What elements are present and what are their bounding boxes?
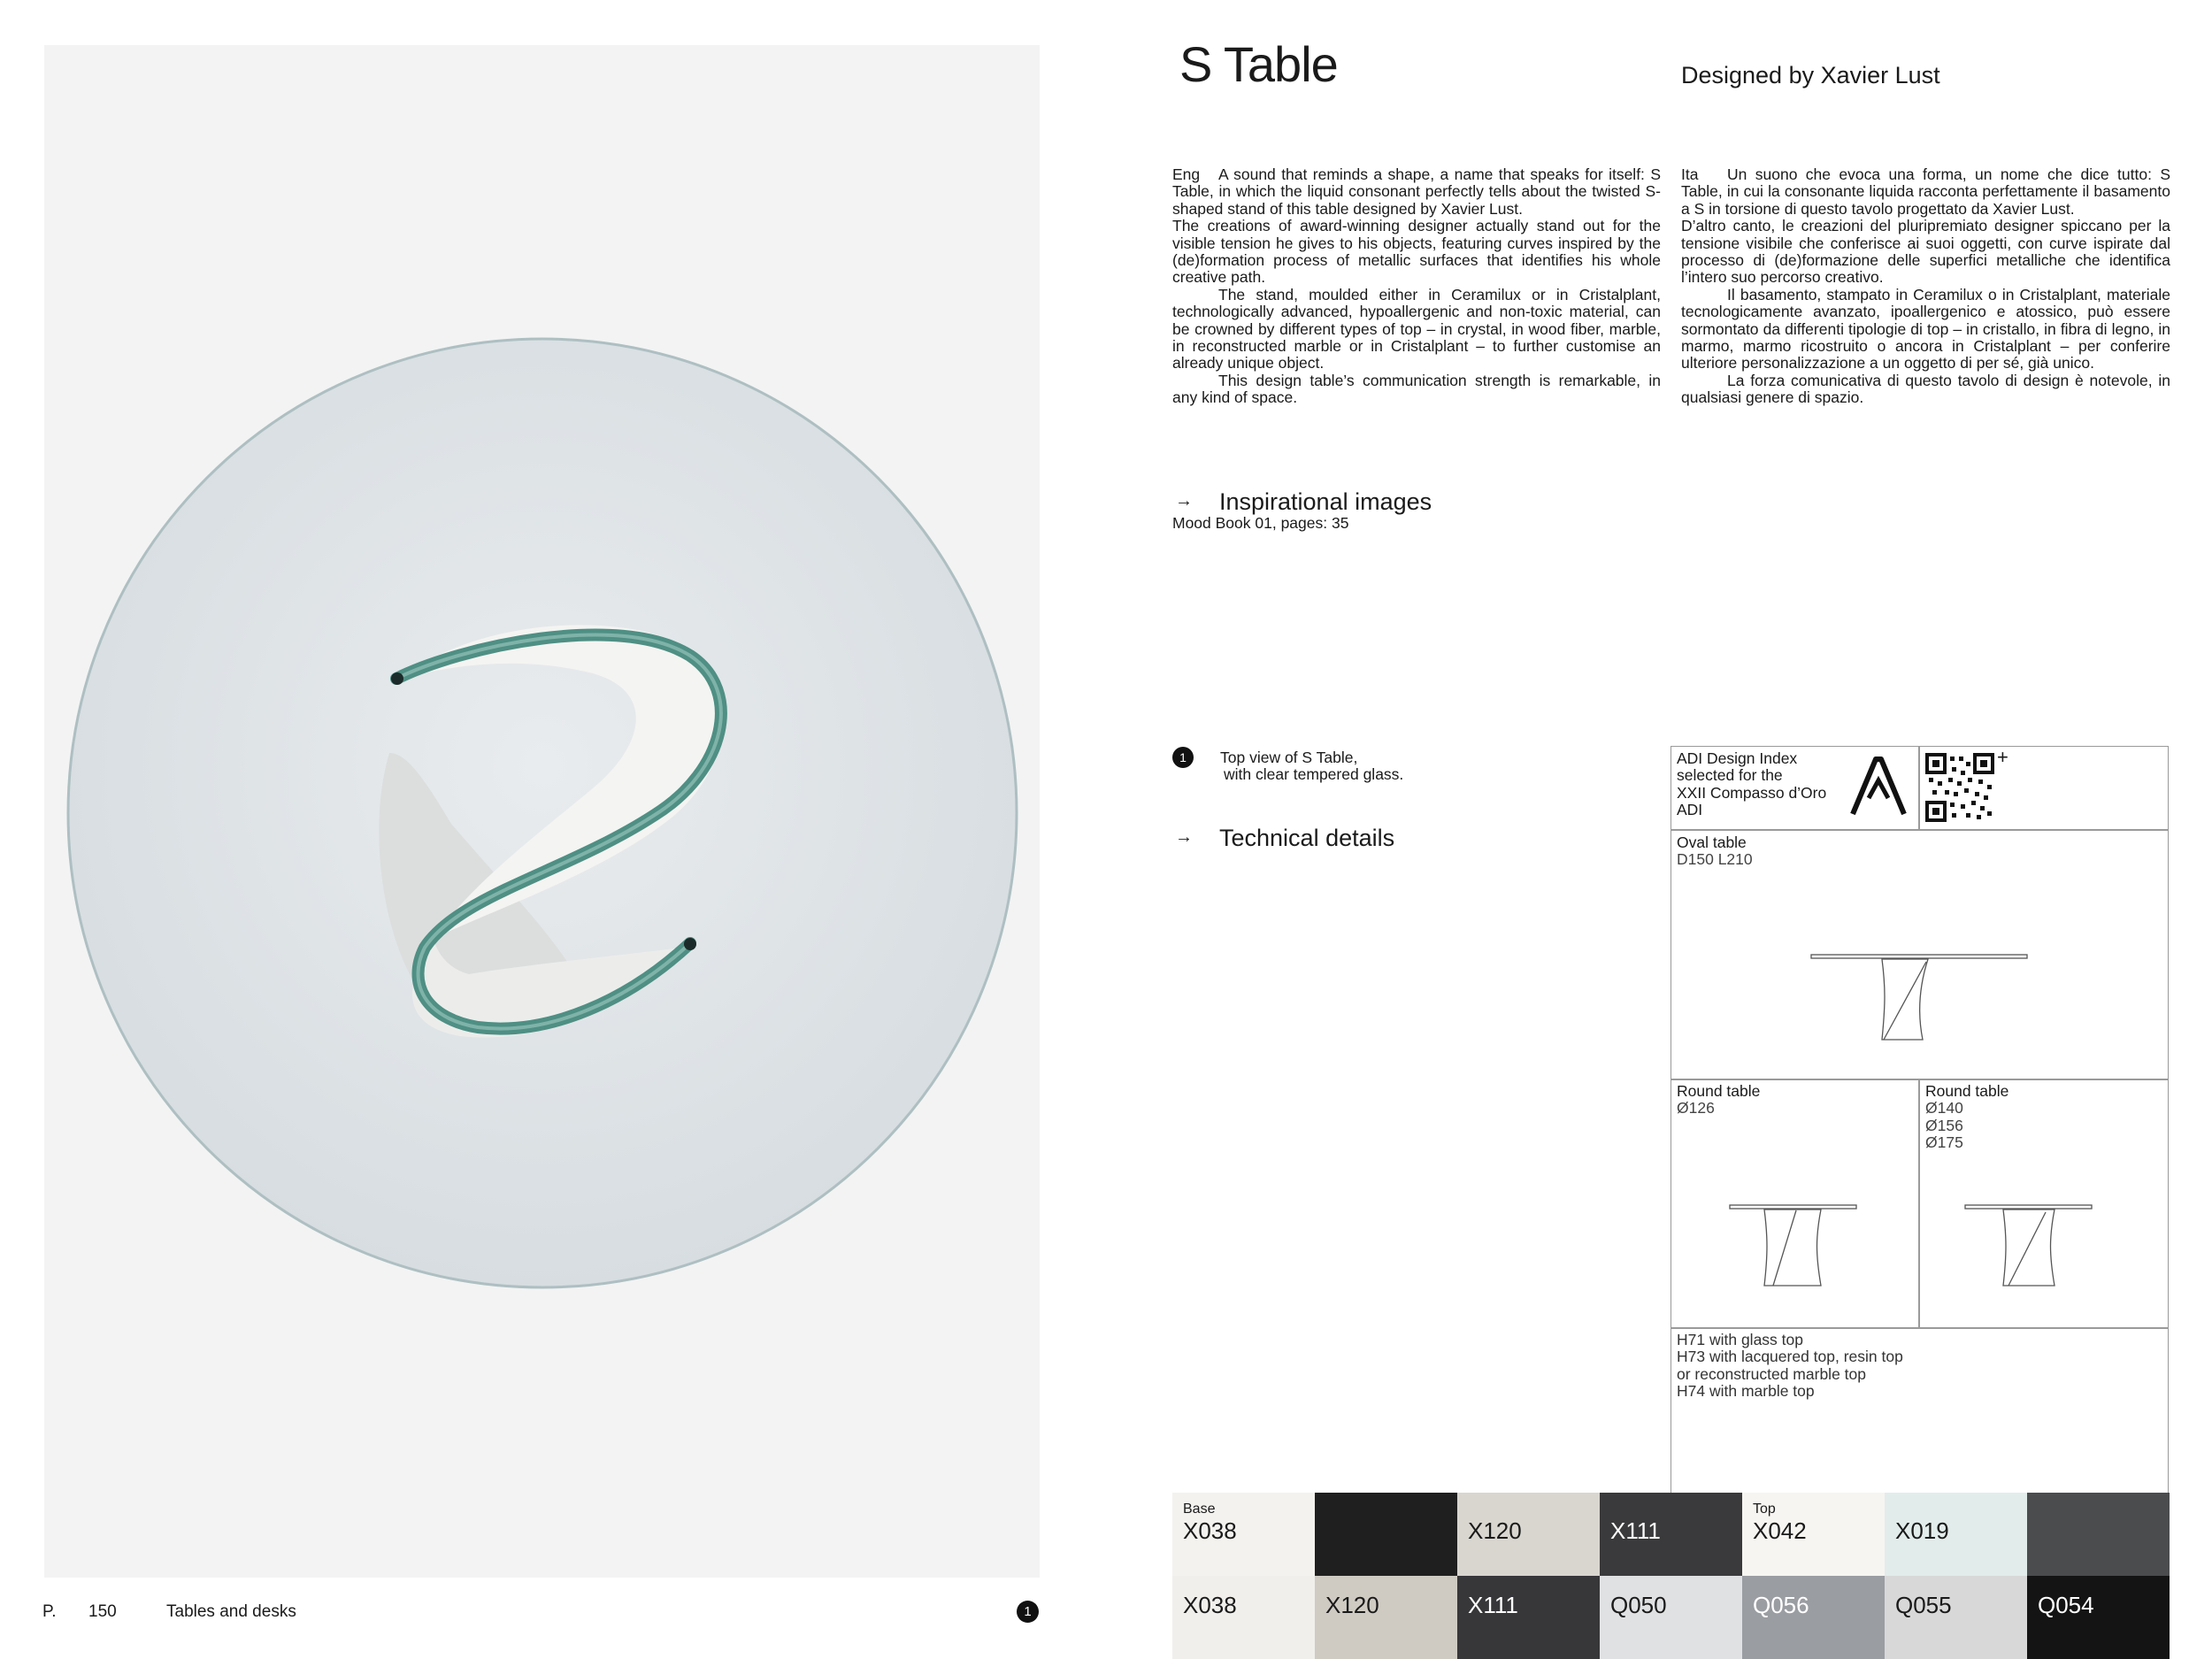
height-line: H71 with glass top xyxy=(1677,1331,1803,1348)
language-label: Eng xyxy=(1172,165,1201,183)
swatch-code: X120 xyxy=(1468,1517,1522,1544)
paragraph: The creations of award-winning designer actually stand out for the visible tension he gives to his objects, featuring curves inspired by the (de)formation process of metallic surfaces that identifies his whole creative path. xyxy=(1172,217,1661,287)
swatch-code: Q050 xyxy=(1610,1592,1667,1618)
qr-code-icon[interactable] xyxy=(1925,753,1994,822)
caption-marker-badge: 1 xyxy=(1172,747,1194,768)
paragraph: Un suono che evoca una forma, un nome che dice tutto: S Table, in cui la consonante liquida racconta perfettamente il basamento a S in torsione di questo tavolo progettato da Xavier Lust. xyxy=(1681,165,2170,218)
round-table-spec xyxy=(1677,1083,1760,1118)
paragraph: A sound that reminds a shape, a name that speaks for itself: S Table, in which the liquid consonant perfectly tells about the twisted S-shaped stand of this table designed by Xavier Lust. xyxy=(1172,165,1661,218)
finish-swatch[interactable] xyxy=(1600,1576,1742,1659)
adi-line: selected for the xyxy=(1677,766,1783,785)
swatch-group-label xyxy=(1610,1502,1732,1517)
swatch-group-label xyxy=(1325,1502,1447,1517)
swatch-code: X111 xyxy=(1610,1517,1661,1544)
round-table-name: Round table xyxy=(1677,1082,1761,1100)
round-table-dims: Ø140 xyxy=(1925,1099,1963,1118)
mood-book-reference: Mood Book 01, pages: 35 xyxy=(1172,514,1349,532)
finish-swatch[interactable] xyxy=(1742,1493,1885,1576)
page-title: S Table xyxy=(1179,36,1338,92)
swatch-group-label xyxy=(1325,1585,1447,1592)
oval-table-name: Oval table xyxy=(1677,833,1747,851)
swatch-code: Q055 xyxy=(1895,1592,1952,1618)
finish-swatch[interactable] xyxy=(1457,1576,1600,1659)
caption-line: with clear tempered glass. xyxy=(1224,765,1404,784)
finish-swatch[interactable] xyxy=(1172,1576,1315,1659)
page-prefix: P. xyxy=(42,1602,57,1621)
height-specs xyxy=(1677,1332,1903,1401)
arrow-right-icon: → xyxy=(1175,827,1193,847)
english-description xyxy=(1172,166,1661,407)
swatch-code: X042 xyxy=(1753,1517,1807,1544)
swatch-group-label xyxy=(1895,1585,2016,1592)
s-table-top-view-image xyxy=(44,45,1040,1578)
swatch-group-label xyxy=(2038,1502,2159,1517)
swatch-code: X038 xyxy=(1183,1517,1237,1544)
finish-swatch[interactable] xyxy=(1885,1576,2027,1659)
section-name: Tables and desks xyxy=(166,1602,296,1621)
italian-description xyxy=(1681,166,2170,407)
swatch-group-label xyxy=(1468,1585,1589,1592)
round-table-large-spec xyxy=(1925,1083,2008,1152)
finish-swatch[interactable] xyxy=(2027,1493,2170,1576)
height-line: or reconstructed marble top xyxy=(1677,1364,1866,1383)
inspirational-images-link[interactable] xyxy=(1175,488,1432,515)
paragraph: Il basamento, stampato in Ceramilux o in Cristalplant, materiale tecnologicamente avanzato, ipoallergenico e atossico, può essere sormontato da differenti tipologie di top – in cristallo, in fibra di legno, in marmo, marmo ricostruito o ancora in Cristalplant – per conferire ulteriore personalizzazione a un oggetto di per sé, già unico. xyxy=(1681,285,2170,373)
adi-logo-icon xyxy=(1849,754,1908,818)
swatch-code: X019 xyxy=(1895,1517,1949,1544)
round-table-large-drawing xyxy=(1962,1202,2095,1290)
paragraph: La forza comunicativa di questo tavolo di design è notevole, in qualsiasi genere di spazio. xyxy=(1681,371,2170,407)
round-table-drawing xyxy=(1727,1202,1860,1290)
swatch-code: X111 xyxy=(1468,1592,1518,1618)
oval-table-drawing xyxy=(1809,951,2031,1044)
swatch-code: X120 xyxy=(1325,1592,1379,1618)
plus-icon[interactable]: + xyxy=(1997,746,2008,768)
swatch-code: Q056 xyxy=(1753,1592,1809,1618)
caption-line: Top view of S Table, xyxy=(1220,749,1358,766)
oval-table-spec xyxy=(1677,834,1753,869)
height-line: H73 with lacquered top, resin top xyxy=(1677,1348,1903,1366)
swatch-group-label xyxy=(1895,1502,2016,1517)
swatch-code: X038 xyxy=(1183,1592,1237,1618)
round-table-dims: Ø126 xyxy=(1677,1099,1715,1118)
page-number: 150 xyxy=(88,1602,117,1621)
adi-award-text xyxy=(1677,750,1826,819)
swatch-group-label xyxy=(1183,1585,1304,1592)
round-table-dims: Ø156 xyxy=(1925,1116,1963,1134)
swatch-group-label: Top xyxy=(1753,1502,1776,1517)
finish-swatch[interactable] xyxy=(1172,1493,1315,1576)
finish-swatch[interactable] xyxy=(2027,1576,2170,1659)
finish-swatch[interactable] xyxy=(1457,1493,1600,1576)
finish-swatch[interactable] xyxy=(1742,1576,1885,1659)
adi-line: ADI Design Index xyxy=(1677,749,1798,767)
oval-table-dims: D150 L210 xyxy=(1677,850,1753,869)
paragraph: D’altro canto, le creazioni del pluripremiato designer spiccano per la tensione visibile che conferisce ai suoi oggetti, con curve ispirate dal processo di (de)formazione delle superfici metalliche che identifica l’intero suo percorso creativo. xyxy=(1681,217,2170,287)
finish-swatch[interactable] xyxy=(1600,1493,1742,1576)
adi-line: XXII Compasso d’Oro xyxy=(1677,783,1827,802)
swatch-group-label xyxy=(1753,1585,1874,1592)
height-line: H74 with marble top xyxy=(1677,1382,1815,1401)
designer-credit: Designed by Xavier Lust xyxy=(1681,62,1940,88)
language-label: Ita xyxy=(1681,165,1699,183)
image-marker-badge: 1 xyxy=(1017,1601,1039,1623)
product-photo xyxy=(44,45,1040,1578)
swatch-group-label xyxy=(2038,1585,2159,1592)
paragraph: This design table’s communication strength is remarkable, in any kind of space. xyxy=(1172,371,1661,407)
round-table-dims: Ø175 xyxy=(1925,1133,1963,1152)
swatch-group-label xyxy=(1610,1585,1732,1592)
swatch-group-label: Base xyxy=(1183,1502,1216,1517)
adi-line: ADI xyxy=(1677,801,1703,819)
image-caption xyxy=(1220,749,1403,784)
round-table-name: Round table xyxy=(1925,1082,2009,1100)
swatch-code: Q054 xyxy=(2038,1592,2094,1618)
finish-swatch[interactable] xyxy=(1315,1493,1457,1576)
arrow-right-icon: → xyxy=(1175,491,1193,511)
finish-swatch[interactable] xyxy=(1315,1576,1457,1659)
inspirational-images-title: Inspirational images xyxy=(1219,488,1432,515)
swatch-group-label xyxy=(1468,1502,1589,1517)
technical-details-link[interactable] xyxy=(1175,825,1395,851)
paragraph: The stand, moulded either in Ceramilux or in Cristalplant, technologically advanced, hypoallergenic and non-toxic material, can be crowned by different types of top – in crystal, in wood fiber, marble, in reconstructed marble or in Cristalplant – to further customise an already unique object. xyxy=(1172,285,1661,373)
finish-swatch[interactable] xyxy=(1885,1493,2027,1576)
finish-swatches xyxy=(1172,1493,2170,1659)
technical-details-title: Technical details xyxy=(1219,825,1395,851)
